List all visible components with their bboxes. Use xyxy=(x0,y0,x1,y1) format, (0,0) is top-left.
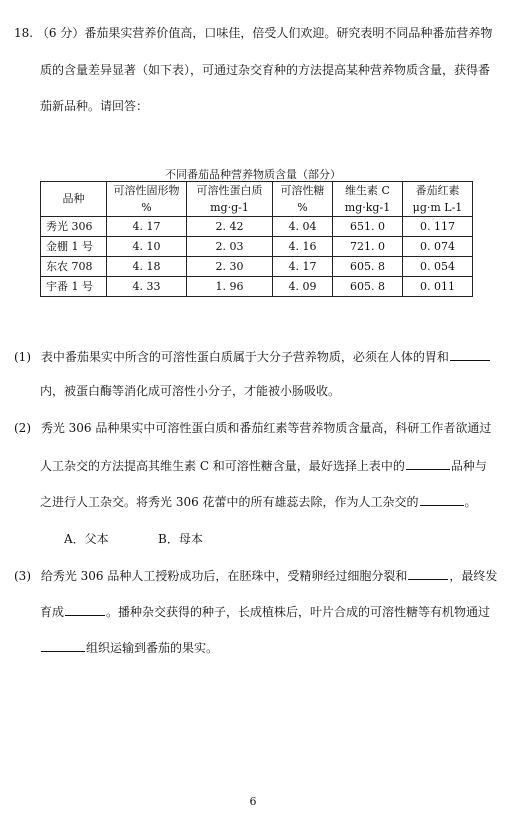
table-cell: 0. 011 xyxy=(403,277,473,297)
q3-answer-blank-1[interactable] xyxy=(408,567,448,580)
q1-line1 xyxy=(14,348,491,364)
table-cell: 2. 03 xyxy=(187,237,273,257)
q3-line1 xyxy=(14,567,497,583)
q2-text-2b: 品种与 xyxy=(450,459,487,473)
q2-text-2a: 人工杂交的方法提高其维生素 C 和可溶性糖含量，最好选择上表中的 xyxy=(40,459,405,473)
unit-soluble-solids: % xyxy=(107,199,187,217)
table-cell: 4. 33 xyxy=(107,277,187,297)
table-cell: 0. 117 xyxy=(403,217,473,237)
q3-text-2b: 。播种杂交获得的种子，长成植株后，叶片合成的可溶性糖等有机物通过 xyxy=(106,605,491,619)
table-cell: 1. 96 xyxy=(187,277,273,297)
table-cell: 651. 0 xyxy=(333,217,403,237)
table-cell: 4. 04 xyxy=(273,217,333,237)
q3-text-1b: ，最终发 xyxy=(449,569,498,583)
q3-answer-blank-3[interactable] xyxy=(41,639,85,652)
q1-label: (1) xyxy=(14,350,31,364)
q2-text-3a: 之进行人工杂交。将秀光 306 花蕾中的所有雄蕊去除，作为人工杂交的 xyxy=(40,495,419,509)
q3-answer-blank-2[interactable] xyxy=(65,603,105,616)
q1-line2: 内，被蛋白酶等消化成可溶性小分子，才能被小肠吸收。 xyxy=(40,384,341,398)
table-cell: 4. 17 xyxy=(273,257,333,277)
table-header-row xyxy=(41,182,473,200)
q1-text-1: 表中番茄果实中所含的可溶性蛋白质属于大分子营养物质，必须在人体的胃和 xyxy=(40,350,449,364)
table-cell: 4. 09 xyxy=(273,277,333,297)
q3-text-2a: 育成 xyxy=(40,605,65,619)
page-number: 6 xyxy=(249,795,257,808)
table-cell: 4. 10 xyxy=(107,237,187,257)
unit-lycopene: μg·m L-1 xyxy=(403,199,473,217)
table-cell: 2. 42 xyxy=(187,217,273,237)
nutrition-table xyxy=(40,181,473,297)
variety-name: 宇番 1 号 xyxy=(41,277,107,297)
q3-label: (3) xyxy=(14,569,31,583)
unit-soluble-protein: mg·g-1 xyxy=(187,199,273,217)
question-intro-line2: 质的含量差异显著（如下表），可通过杂交育种的方法提高某种营养物质含量，获得番 xyxy=(40,63,491,77)
table-cell: 605. 8 xyxy=(333,257,403,277)
q2-answer-blank-1[interactable] xyxy=(406,457,450,470)
table-row xyxy=(41,257,473,277)
header-lycopene: 番茄红素 xyxy=(403,182,473,200)
variety-name: 秀光 306 xyxy=(41,217,107,237)
variety-name: 金棚 1 号 xyxy=(41,237,107,257)
header-vitamin-c: 维生素 C xyxy=(333,182,403,200)
table-cell: 4. 17 xyxy=(107,217,187,237)
table-cell: 605. 8 xyxy=(333,277,403,297)
table-cell: 4. 16 xyxy=(273,237,333,257)
table-row xyxy=(41,217,473,237)
q3-line3 xyxy=(40,639,218,655)
table-cell: 4. 18 xyxy=(107,257,187,277)
q2-option-b: B．母本 xyxy=(158,532,203,546)
table-cell: 0. 054 xyxy=(403,257,473,277)
q3-text-1a: 给秀光 306 品种人工授粉成功后，在胚珠中，受精卵经过细胞分裂和 xyxy=(40,569,408,583)
q3-text-3: 组织运输到番茄的果实。 xyxy=(86,641,219,655)
header-soluble-solids: 可溶性固形物 xyxy=(107,182,187,200)
question-number: 18. xyxy=(14,26,34,40)
table-row xyxy=(41,237,473,257)
unit-soluble-sugar: % xyxy=(273,199,333,217)
question-intro-line1 xyxy=(14,26,492,40)
table-cell: 2. 30 xyxy=(187,257,273,277)
header-soluble-protein: 可溶性蛋白质 xyxy=(187,182,273,200)
variety-name: 东农 708 xyxy=(41,257,107,277)
header-variety: 品种 xyxy=(41,182,107,217)
q3-line2 xyxy=(40,603,490,619)
table-caption: 不同番茄品种营养物质含量（部分） xyxy=(165,168,341,181)
q2-answer-blank-2[interactable] xyxy=(420,493,464,506)
q2-line1 xyxy=(14,421,491,435)
q2-line2 xyxy=(40,457,487,473)
q2-label: (2) xyxy=(14,421,31,435)
question-score: （6 分） xyxy=(36,26,85,40)
table-cell: 721. 0 xyxy=(333,237,403,257)
q2-line3 xyxy=(40,493,477,509)
q2-option-a: A．父本 xyxy=(64,532,109,546)
q1-answer-blank-1[interactable] xyxy=(450,348,490,361)
unit-vitamin-c: mg·kg-1 xyxy=(333,199,403,217)
q2-text-1: 秀光 306 品种果实中可溶性蛋白质和番茄红素等营养物质含量高，科研工作者欲通过 xyxy=(40,421,492,435)
intro-text-1: 番茄果实营养价值高，口味佳，倍受人们欢迎。研究表明不同品种番茄营养物 xyxy=(84,26,493,40)
q2-text-3b: 。 xyxy=(464,495,477,509)
question-intro-line3: 茄新品种。请回答： xyxy=(40,99,149,113)
table-cell: 0. 074 xyxy=(403,237,473,257)
header-soluble-sugar: 可溶性糖 xyxy=(273,182,333,200)
table-row xyxy=(41,277,473,297)
